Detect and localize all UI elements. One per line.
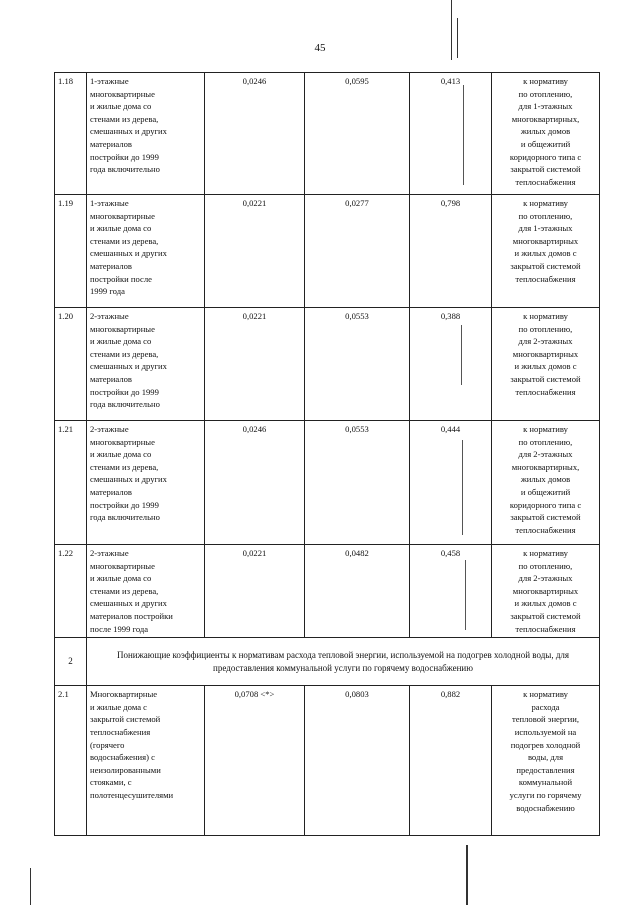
row-note: к нормативу по отоплению, для 1-этажных многоквартирных и жилых домов с закрытой системой теплоснабжения — [492, 195, 600, 308]
table-row — [55, 308, 600, 421]
value-2: 0,0553 — [305, 308, 410, 421]
row-note: к нормативу расхода тепловой энергии, используемой на подогрев холодной воды, для предоставления коммунальной услуги по горячему водоснабжению — [492, 686, 600, 836]
value-2: 0,0553 — [305, 421, 410, 545]
value-2: 0,0277 — [305, 195, 410, 308]
row-description: 1-этажные многоквартирные и жилые дома со стенами из дерева, смешанных и других материалов постройки до 1999 года включительно — [87, 73, 205, 195]
value-3: 0,458 — [410, 545, 492, 638]
row-description: 2-этажные многоквартирные и жилые дома со стенами из дерева, смешанных и других материалов постройки после 1999 года — [87, 545, 205, 638]
row-number: 1.19 — [55, 195, 87, 308]
row-description: 2-этажные многоквартирные и жилые дома со стенами из дерева, смешанных и других материалов постройки до 1999 года включительно — [87, 421, 205, 545]
row-description: Многоквартирные и жилые дома с закрытой системой теплоснабжения (горячего водоснабжения) с неизолированными стояками, с полотенцесушителями — [87, 686, 205, 836]
row-number: 1.21 — [55, 421, 87, 545]
row-note: к нормативу по отоплению, для 2-этажных многоквартирных и жилых домов с закрытой системой теплоснабжения — [492, 545, 600, 638]
scan-mark-top-2 — [457, 18, 458, 58]
value-2: 0,0803 — [305, 686, 410, 836]
value-2: 0,0482 — [305, 545, 410, 638]
norms-table — [54, 72, 600, 836]
table-row — [55, 545, 600, 638]
row-description: 1-этажные многоквартирные и жилые дома со стенами из дерева, смешанных и других материалов постройки после 1999 года — [87, 195, 205, 308]
row-number: 1.18 — [55, 73, 87, 195]
table-row — [55, 195, 600, 308]
scan-mark-top — [451, 0, 452, 60]
value-1: 0,0221 — [205, 545, 305, 638]
row-note: к нормативу по отоплению, для 2-этажных многоквартирных, жилых домов и общежитий коридорного типа с закрытой системой теплоснабжения — [492, 421, 600, 545]
row-number: 1.20 — [55, 308, 87, 421]
value-1: 0,0221 — [205, 195, 305, 308]
value-3: 0,798 — [410, 195, 492, 308]
value-3: 0,388 — [410, 308, 492, 421]
value-3: 0,444 — [410, 421, 492, 545]
row-description: 2-этажные многоквартирные и жилые дома со стенами из дерева, смешанных и других материалов постройки до 1999 года включительно — [87, 308, 205, 421]
row-note: к нормативу по отоплению, для 1-этажных многоквартирных, жилых домов и общежитий коридорного типа с закрытой системой теплоснабжения — [492, 73, 600, 195]
row-note: к нормативу по отоплению, для 2-этажных многоквартирных и жилых домов с закрытой системой теплоснабжения — [492, 308, 600, 421]
value-1: 0,0246 — [205, 421, 305, 545]
section-row — [55, 638, 600, 686]
row-number: 2.1 — [55, 686, 87, 836]
scan-mark-left — [30, 868, 31, 905]
section-title: Понижающие коэффициенты к нормативам расхода тепловой энергии, используемой на подогрев холодной воды, для предоставления коммунальной услуги по горячему водоснабжению — [87, 638, 600, 686]
value-1: 0,0246 — [205, 73, 305, 195]
table-row — [55, 421, 600, 545]
value-1: 0,0221 — [205, 308, 305, 421]
row-number: 1.22 — [55, 545, 87, 638]
value-3: 0,413 — [410, 73, 492, 195]
value-1: 0,0708 <*> — [205, 686, 305, 836]
value-3: 0,882 — [410, 686, 492, 836]
table-row — [55, 686, 600, 836]
value-2: 0,0595 — [305, 73, 410, 195]
section-number: 2 — [55, 638, 87, 686]
table-row — [55, 73, 600, 195]
scan-mark-bottom — [466, 845, 468, 905]
page-number: 45 — [314, 42, 326, 54]
